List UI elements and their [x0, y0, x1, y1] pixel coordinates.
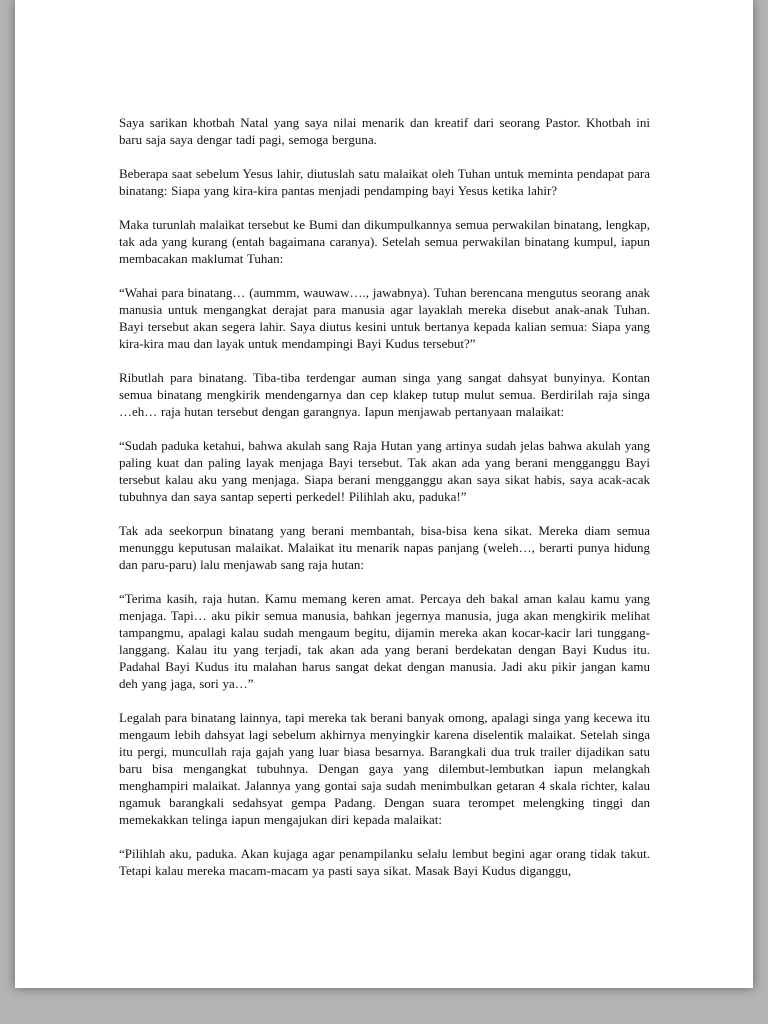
paragraph-lion-quote: “Sudah paduka ketahui, bahwa akulah sang Raja Hutan yang artinya sudah jelas bahwa akulah yang paling kuat dan paling layak menjaga Bayi tersebut. Tak akan ada yang berani mengganggu Bayi tersebut kalau aku yang menjaga. Siapa berani mengganggu akan saya sikat habis, saya acak-acak tubuhnya dan saya santap seperti perkedel! Pilihlah aku, paduka!”: [119, 438, 650, 504]
paragraph-intro: Saya sarikan khotbah Natal yang saya nilai menarik dan kreatif dari seorang Pastor. Khotbah ini baru saja saya dengar tadi pagi, semoga berguna.: [119, 115, 650, 147]
paragraph-lion-roars: Ributlah para binatang. Tiba-tiba terdengar auman singa yang sangat dahsyat bunyinya. Kontan semua binatang mengkirik mendengarnya dan cep klakep tutup mulut semua. Berdirilah raja singa …eh… raja hutan tersebut dengan garangnya. Iapun menjawab pertanyaan malaikat:: [119, 370, 650, 419]
paragraph-elephant-quote: “Pilihlah aku, paduka. Akan kujaga agar penampilanku selalu lembut begini agar orang tidak takut. Tetapi kalau mereka macam-macam ya pasti saya sikat. Masak Bayi Kudus diganggu,: [119, 846, 650, 878]
paragraph-proclamation-quote: “Wahai para binatang… (aummm, wauwaw…., jawabnya). Tuhan berencana mengutus seorang anak manusia untuk mengangkat derajat para manusia agar layaklah mereka disebut anak-anak Tuhan. Bayi tersebut akan segera lahir. Saya diutus kesini untuk bertanya kepada kalian semua: Siapa yang kira-kira mau dan layak untuk mendampingi Bayi Kudus tersebut?”: [119, 285, 650, 351]
paragraph-angel-sent: Beberapa saat sebelum Yesus lahir, diutuslah satu malaikat oleh Tuhan untuk meminta pendapat para binatang: Siapa yang kira-kira pantas menjadi pendamping bayi Yesus ketika lahir?: [119, 166, 650, 198]
document-content: [119, 114, 650, 879]
paragraph-gathering: Maka turunlah malaikat tersebut ke Bumi dan dikumpulkannya semua perwakilan binatang, lengkap, tak ada yang kurang (entah bagaimana caranya). Setelah semua perwakilan binatang kumpul, iapun membacakan maklumat Tuhan:: [119, 217, 650, 266]
document-page: [15, 0, 753, 988]
paragraph-angel-quote: “Terima kasih, raja hutan. Kamu memang keren amat. Percaya deh bakal aman kalau kamu yang menjaga. Tapi… aku pikir semua manusia, bahkan jegernya manusia, juga akan mengkirik melihat tampangmu, apalagi kalau sudah mengaum begitu, dijamin mereka akan kocar-kacir lari tunggang-langgang. Kalau itu yang terjadi, tak akan ada yang berani berdekatan dengan Bayi Kudus itu. Padahal Bayi Kudus itu malahan harus sangat dekat dengan manusia. Jadi aku pikir jangan kamu deh yang jaga, sori ya…”: [119, 591, 650, 691]
paragraph-elephant: Legalah para binatang lainnya, tapi mereka tak berani banyak omong, apalagi singa yang kecewa itu mengaum lebih dahsyat lagi sebelum akhirnya menyingkir karena diselentik malaikat. Setelah singa itu pergi, muncullah raja gajah yang luar biasa besarnya. Barangkali dua truk trailer dijadikan satu baru bisa mengangkat tubuhnya. Dengan gaya yang dilembut-lembutkan iapun melangkah menghampiri malaikat. Jalannya yang gontai saja sudah menimbulkan getaran 4 skala richter, kalau ngamuk barangkali sedahsyat gempa Padang. Dengan suara terompet melengking tinggi dan memekakkan telinga iapun mengajukan diri kepada malaikat:: [119, 710, 650, 827]
paragraph-angel-response: Tak ada seekorpun binatang yang berani membantah, bisa-bisa kena sikat. Mereka diam semua menunggu keputusan malaikat. Malaikat itu menarik napas panjang (weleh…, berarti punya hidung dan paru-paru) lalu menjawab sang raja hutan:: [119, 523, 650, 572]
